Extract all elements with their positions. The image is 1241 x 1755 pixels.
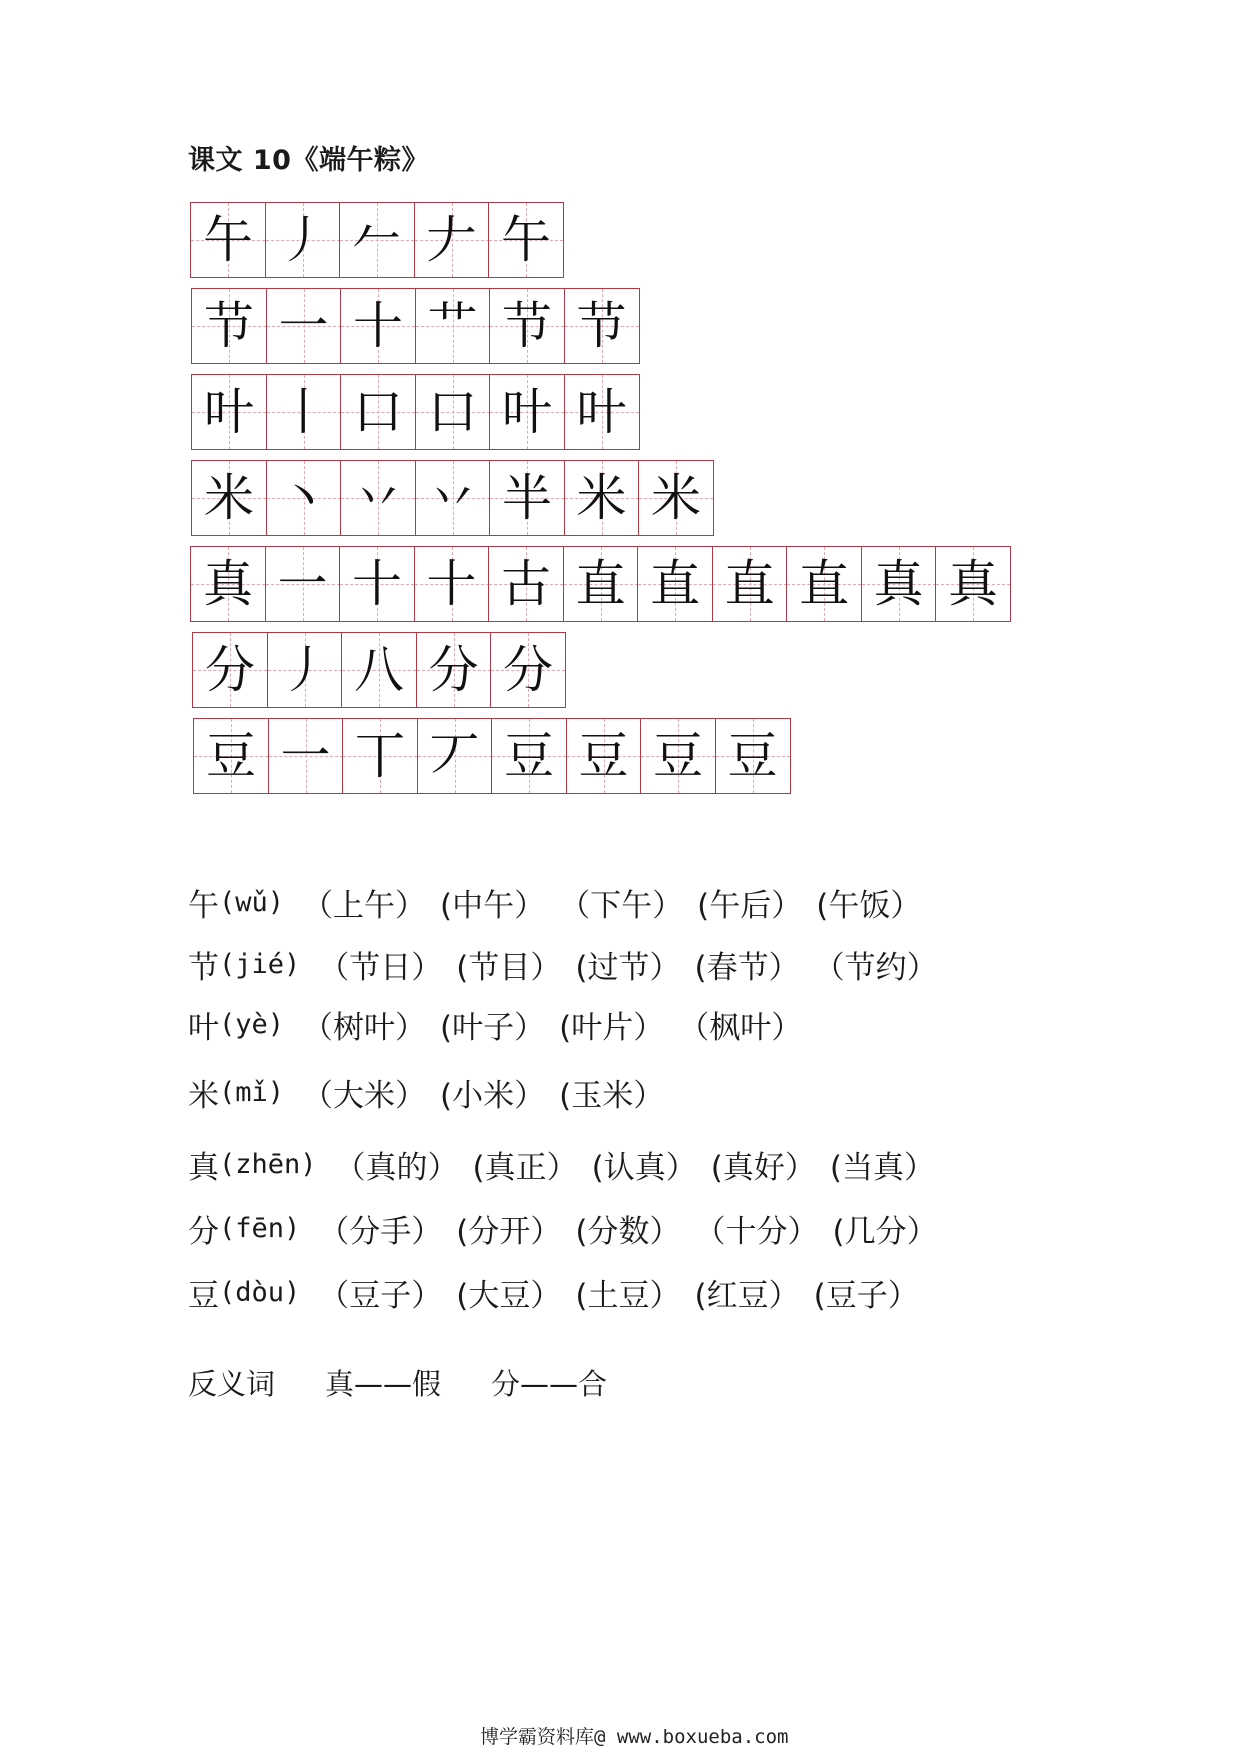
- word-phrase: （枫叶）: [678, 1009, 803, 1046]
- stroke-char: 米: [651, 469, 701, 527]
- word-phrase: （上午）: [302, 887, 427, 924]
- stroke-row: [191, 374, 1010, 452]
- stroke-char: 十: [426, 555, 477, 613]
- tianzige-cell: [340, 460, 416, 536]
- tianzige-cell: [564, 460, 640, 536]
- tianzige-cell: [488, 546, 564, 622]
- stroke-char: 丷: [353, 469, 403, 527]
- word-phrase: (叶子）: [440, 1009, 546, 1046]
- tianzige-cell: [488, 202, 564, 278]
- word-phrase: (过节）: [575, 949, 681, 986]
- word-phrase: （大米）: [302, 1077, 427, 1114]
- word-line: [188, 1208, 938, 1248]
- tianzige-cell: [564, 288, 640, 364]
- tianzige-cell: [267, 632, 343, 708]
- word-phrase: (午饭）: [816, 887, 922, 924]
- word-phrase: (几分）: [832, 1213, 938, 1250]
- word-phrase: (玉米）: [559, 1077, 665, 1114]
- word-phrase: （下午）: [559, 887, 684, 924]
- stroke-char: 叶: [204, 383, 254, 441]
- tianzige-cell: [563, 546, 639, 622]
- stroke-char: 豆: [578, 727, 629, 785]
- tianzige-cell: [339, 546, 415, 622]
- stroke-char: 午: [501, 211, 551, 269]
- antonyms: [188, 1362, 657, 1403]
- tianzige-cell: [491, 718, 567, 794]
- stroke-char: 叶: [576, 383, 627, 441]
- tianzige-cell: [190, 546, 266, 622]
- stroke-row: [191, 288, 1010, 366]
- tianzige-cell: [342, 718, 418, 794]
- word-line: [188, 1072, 664, 1112]
- tianzige-cell: [268, 718, 344, 794]
- tianzige-cell: [414, 546, 490, 622]
- tianzige-cell: [340, 374, 416, 450]
- word-phrase: （真的）: [334, 1149, 459, 1186]
- stroke-char: 直: [575, 555, 626, 613]
- tianzige-cell: [786, 546, 862, 622]
- stroke-char: 分: [503, 641, 553, 699]
- word-line: [188, 1144, 935, 1184]
- tianzige-cell: [415, 374, 491, 450]
- tianzige-cell: [489, 460, 565, 536]
- tianzige-cell: [190, 202, 266, 278]
- stroke-char: 丆: [429, 727, 480, 785]
- word-phrase: (叶片）: [559, 1009, 665, 1046]
- word-phrase: (春节）: [694, 949, 800, 986]
- stroke-char: 节: [204, 297, 254, 355]
- footer-watermark: 博学霸资料库@ www.boxueba.com: [480, 1726, 789, 1748]
- word-line: [188, 1004, 802, 1044]
- word-phrase: (中午）: [440, 887, 546, 924]
- word-line: [188, 882, 921, 922]
- tianzige-cell: [193, 718, 269, 794]
- stroke-char: 豆: [727, 727, 778, 785]
- tianzige-cell: [489, 288, 565, 364]
- stroke-char: 直: [799, 555, 849, 613]
- tianzige-cell: [712, 546, 788, 622]
- tianzige-cell: [415, 288, 491, 364]
- tianzige-cell: [191, 460, 267, 536]
- word-char: 真: [188, 1149, 219, 1186]
- word-phrase: (午后）: [697, 887, 803, 924]
- word-char: 叶: [188, 1009, 219, 1046]
- stroke-char: 艹: [427, 297, 478, 355]
- word-phrase: (红豆）: [694, 1277, 800, 1314]
- tianzige-cell: [340, 288, 416, 364]
- stroke-char: 丷: [427, 469, 478, 527]
- word-pinyin: (wǔ): [219, 886, 285, 918]
- word-phrase: (当真）: [829, 1149, 935, 1186]
- stroke-char: 豆: [653, 727, 703, 785]
- stroke-char: 丨: [278, 383, 329, 441]
- word-line: [188, 944, 938, 984]
- stroke-char: 丿: [277, 211, 328, 269]
- tianzige-cell: [637, 546, 713, 622]
- tianzige-cell: [191, 374, 267, 450]
- stroke-row: [190, 202, 1010, 280]
- stroke-char: 豆: [504, 727, 554, 785]
- stroke-order-grids: [190, 202, 1010, 804]
- stroke-char: 半: [502, 469, 552, 527]
- stroke-char: 真: [203, 555, 253, 613]
- stroke-char: 直: [724, 555, 775, 613]
- word-phrase: （节约）: [813, 949, 938, 986]
- stroke-row: [193, 718, 1010, 796]
- stroke-row: [191, 460, 1010, 538]
- word-phrase: （节日）: [318, 949, 443, 986]
- word-line: [188, 1272, 919, 1312]
- tianzige-cell: [266, 460, 342, 536]
- tianzige-cell: [638, 460, 714, 536]
- stroke-char: 米: [204, 469, 254, 527]
- word-char: 豆: [188, 1277, 219, 1314]
- word-phrase: （树叶）: [302, 1009, 427, 1046]
- word-phrase: (小米）: [440, 1077, 546, 1114]
- word-phrase: (认真）: [591, 1149, 697, 1186]
- word-phrase: （分手）: [318, 1213, 443, 1250]
- word-pinyin: (fēn): [219, 1212, 301, 1244]
- word-pinyin: (mǐ): [219, 1076, 285, 1108]
- tianzige-cell: [715, 718, 791, 794]
- tianzige-cell: [265, 202, 341, 278]
- word-pinyin: (jié): [219, 948, 301, 980]
- word-phrase: （十分）: [694, 1213, 819, 1250]
- word-phrase: (分开）: [456, 1213, 562, 1250]
- tianzige-cell: [414, 202, 490, 278]
- word-phrase: (真正）: [472, 1149, 578, 1186]
- tianzige-cell: [339, 202, 415, 278]
- stroke-char: 八: [354, 641, 404, 699]
- stroke-char: 真: [873, 555, 924, 613]
- word-phrase: (豆子）: [813, 1277, 919, 1314]
- stroke-char: 米: [576, 469, 627, 527]
- stroke-char: 节: [502, 297, 552, 355]
- antonym-pair: 分——合: [491, 1367, 608, 1401]
- stroke-char: 一: [277, 555, 328, 613]
- tianzige-cell: [564, 374, 640, 450]
- tianzige-cell: [489, 374, 565, 450]
- word-pinyin: (yè): [219, 1008, 285, 1040]
- tianzige-cell: [191, 288, 267, 364]
- word-char: 午: [188, 887, 219, 924]
- word-char: 分: [188, 1213, 219, 1250]
- stroke-char: 午: [203, 211, 253, 269]
- stroke-char: 口: [427, 383, 478, 441]
- stroke-row: [192, 632, 1010, 710]
- antonym-pair: 真——假: [325, 1367, 442, 1401]
- word-phrase: (分数）: [575, 1213, 681, 1250]
- stroke-char: 一: [280, 727, 331, 785]
- word-phrase: (真好）: [710, 1149, 816, 1186]
- word-phrase: (节目）: [456, 949, 562, 986]
- tianzige-cell: [341, 632, 417, 708]
- stroke-char: 分: [205, 641, 255, 699]
- stroke-char: 𠂉: [352, 211, 402, 269]
- stroke-char: 一: [278, 297, 329, 355]
- word-pinyin: (zhēn): [219, 1148, 317, 1180]
- stroke-char: 豆: [206, 727, 256, 785]
- stroke-char: 丿: [279, 641, 330, 699]
- word-char: 节: [188, 949, 219, 986]
- tianzige-cell: [935, 546, 1011, 622]
- stroke-char: 真: [948, 555, 998, 613]
- stroke-char: 丅: [355, 727, 405, 785]
- stroke-row: [190, 546, 1010, 624]
- tianzige-cell: [192, 632, 268, 708]
- tianzige-cell: [266, 374, 342, 450]
- stroke-char: 口: [353, 383, 403, 441]
- tianzige-cell: [416, 632, 492, 708]
- word-char: 米: [188, 1077, 219, 1114]
- antonym-label: 反义词: [188, 1367, 276, 1401]
- stroke-char: 𠂇: [426, 211, 477, 269]
- word-phrase: （豆子）: [318, 1277, 443, 1314]
- stroke-char: 叶: [502, 383, 552, 441]
- stroke-char: 分: [428, 641, 479, 699]
- word-pinyin: (dòu): [219, 1276, 301, 1308]
- stroke-char: 丶: [278, 469, 329, 527]
- tianzige-cell: [566, 718, 642, 794]
- stroke-char: 十: [353, 297, 403, 355]
- lesson-title: 课文 10《端午粽》: [188, 145, 429, 176]
- tianzige-cell: [415, 460, 491, 536]
- stroke-char: 节: [576, 297, 627, 355]
- word-phrase: (大豆）: [456, 1277, 562, 1314]
- stroke-char: 古: [501, 555, 551, 613]
- stroke-char: 十: [352, 555, 402, 613]
- stroke-char: 直: [650, 555, 700, 613]
- tianzige-cell: [490, 632, 566, 708]
- tianzige-cell: [266, 288, 342, 364]
- tianzige-cell: [265, 546, 341, 622]
- tianzige-cell: [861, 546, 937, 622]
- tianzige-cell: [417, 718, 493, 794]
- tianzige-cell: [640, 718, 716, 794]
- word-phrase: (土豆）: [575, 1277, 681, 1314]
